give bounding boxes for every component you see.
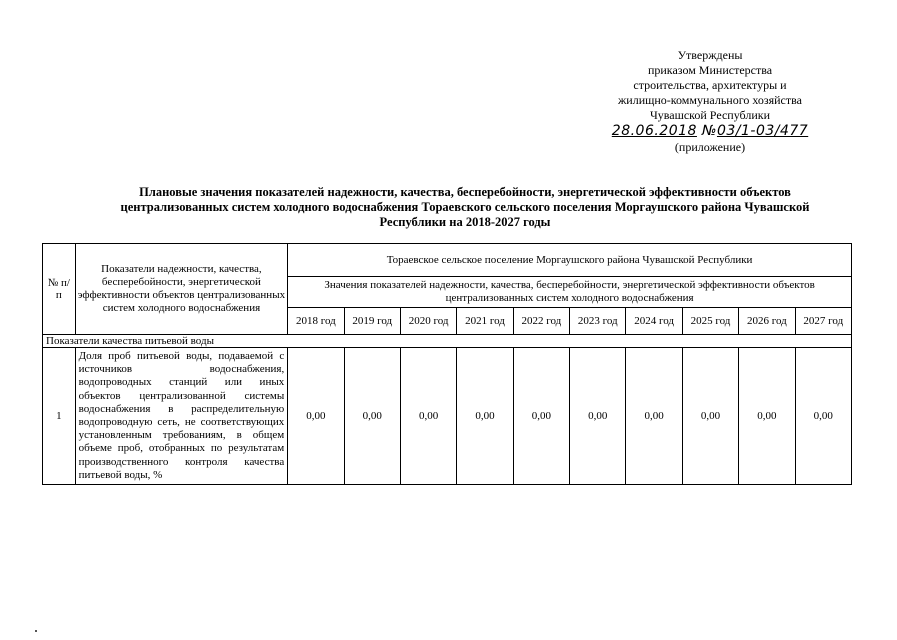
row-value: 0,00 [626,348,682,485]
header-values: Значения показателей надежности, качества, бесперебойности, энергетической эффективности объектов централизованных систем холодного водоснабжения [288,277,852,308]
table-row [43,348,852,485]
approval-line: Утверждены [677,48,743,62]
order-number: 03/1-03/477 [716,123,809,139]
header-region: Тораевское сельское поселение Моргаушского района Чувашской Республики [288,244,852,277]
row-value: 0,00 [739,348,795,485]
approval-line: Чувашской Республики [649,108,771,122]
section-row [43,335,852,348]
indicators-table [42,243,852,485]
year-header: 2022 год [513,308,569,335]
row-value: 0,00 [288,348,344,485]
row-indicator-name: Доля проб питьевой воды, подаваемой с источников водоснабжения, водопроводных станций или иных объектов централизованной системы водоснабжения в распределительную водопроводную сеть, не соответствующих установленным требованиям, в общем объеме проб, отобранных по результатам производственного контроля качества питьевой воды, % [75,348,288,485]
row-num: 1 [43,348,76,485]
approval-line: приказом Министерства [647,63,773,77]
year-header: 2027 год [795,308,851,335]
section-title: Показатели качества питьевой воды [43,335,852,348]
row-value: 0,00 [400,348,456,485]
row-value: 0,00 [513,348,569,485]
row-value: 0,00 [457,348,513,485]
row-value: 0,00 [570,348,626,485]
number-sign: № [701,123,717,139]
approval-block [585,48,835,155]
document-title: Плановые значения показателей надежности, качества, бесперебойности, энергетической эффективности объектов централизованных систем холодного водоснабжения Тораевского сельского поселения Моргаушского района Чувашской Республики на 2018-2027 годы [120,185,810,229]
year-header: 2018 год [288,308,344,335]
header-indicator-name: Показатели надежности, качества, бесперебойности, энергетической эффективности объектов централизованных систем холодного водоснабжения [75,244,288,335]
scan-dot [35,630,37,632]
handwritten-date-number [585,123,835,140]
order-date: 28.06.2018 [611,123,697,139]
row-value: 0,00 [682,348,738,485]
year-header: 2021 год [457,308,513,335]
appendix-label: (приложение) [674,140,746,154]
approval-line: жилищно-коммунального хозяйства [618,93,802,107]
row-value: 0,00 [344,348,400,485]
row-value: 0,00 [795,348,851,485]
year-header: 2026 год [739,308,795,335]
year-header: 2019 год [344,308,400,335]
header-row-region [43,244,852,277]
year-header: 2023 год [570,308,626,335]
approval-line: строительства, архитектуры и [633,78,787,92]
header-num: № п/п [43,244,76,335]
year-header: 2024 год [626,308,682,335]
year-header: 2020 год [400,308,456,335]
year-header: 2025 год [682,308,738,335]
